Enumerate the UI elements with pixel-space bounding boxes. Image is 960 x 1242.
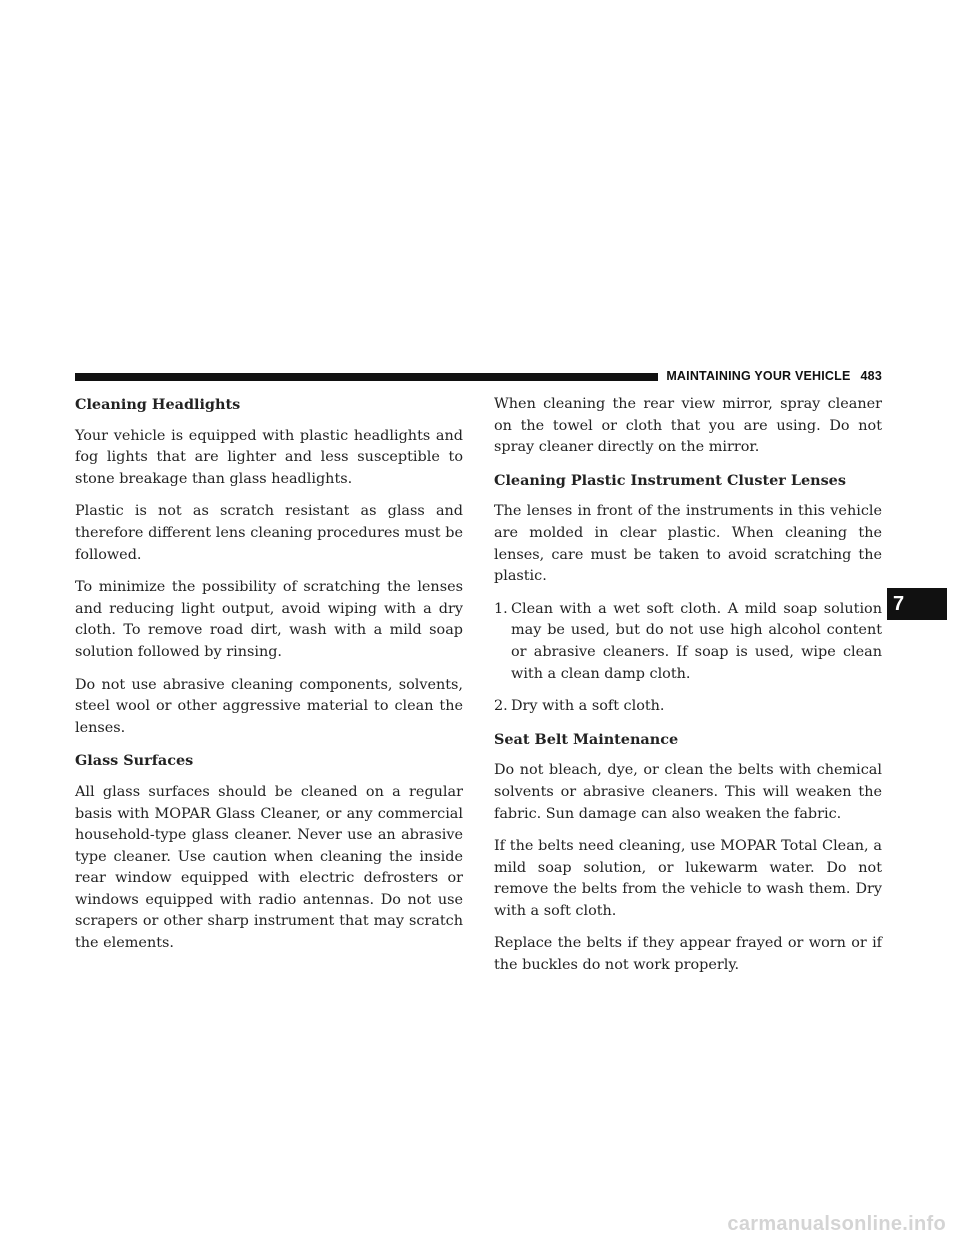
paragraph: Do not bleach, dye, or clean the belts with chemical solvents or abrasive cleaners. This will weaken the fabric. Sun damage can also weaken the fabric. xyxy=(494,762,882,822)
paragraph: If the belts need cleaning, use MOPAR Total Clean, a mild soap solution, or lukewarm water. Do not remove the belts from the vehicle to wash them. Dry with a soft cloth. xyxy=(494,838,882,919)
watermark: carmanualsonline.info xyxy=(727,1213,946,1235)
paragraph: Do not use abrasive cleaning components, solvents, steel wool or other aggressive material to clean the lenses. xyxy=(75,676,463,736)
heading-seat-belt-maintenance: Seat Belt Maintenance xyxy=(494,730,679,748)
running-header xyxy=(666,369,882,383)
step-text: Clean with a wet soft cloth. A mild soap solution may be used, but do not use high alcohol content or abrasive cleaners. If soap is used, wipe clean with a clean damp cloth. xyxy=(511,600,882,682)
list-item xyxy=(494,599,882,685)
left-column xyxy=(75,394,463,966)
paragraph: The lenses in front of the instruments in this vehicle are molded in clear plastic. When cleaning the lenses, care must be taken to avoid scratching the plastic. xyxy=(494,503,882,585)
heading-glass-surfaces: Glass Surfaces xyxy=(75,752,194,770)
paragraph: To minimize the possibility of scratching the lenses and reducing light output, avoid wiping with a dry cloth. To remove road dirt, wash with a mild soap solution followed by rinsing. xyxy=(75,579,463,660)
right-column xyxy=(494,394,882,988)
chapter-tab: 7 xyxy=(887,588,947,620)
step-number: 2. xyxy=(494,698,508,715)
step-text: Dry with a soft cloth. xyxy=(511,698,665,715)
step-number: 1. xyxy=(494,600,508,617)
paragraph: All glass surfaces should be cleaned on a regular basis with MOPAR Glass Cleaner, or any commercial household-type glass cleaner. Never use an abrasive type cleaner. Use caution when cleaning the inside rear window equipped with electric defrosters or windows equipped with radio antennas. Do not use scrapers or other sharp instrument that may scratch the elements. xyxy=(75,783,463,952)
section-title: MAINTAINING YOUR VEHICLE xyxy=(666,369,851,383)
heading-cluster-lenses: Cleaning Plastic Instrument Cluster Lenses xyxy=(494,471,846,489)
page-number: 483 xyxy=(860,369,882,383)
list-item xyxy=(494,696,882,718)
paragraph: Replace the belts if they appear frayed or worn or if the buckles do not work properly. xyxy=(494,935,882,974)
paragraph: When cleaning the rear view mirror, spray cleaner on the towel or cloth that you are using. Do not spray cleaner directly on the mirror. xyxy=(494,396,882,456)
paragraph: Plastic is not as scratch resistant as glass and therefore different lens cleaning procedures must be followed. xyxy=(75,503,463,563)
heading-cleaning-headlights: Cleaning Headlights xyxy=(75,396,241,413)
header-rule xyxy=(75,373,658,381)
paragraph: Your vehicle is equipped with plastic headlights and fog lights that are lighter and less susceptible to stone breakage than glass headlights. xyxy=(75,427,463,487)
